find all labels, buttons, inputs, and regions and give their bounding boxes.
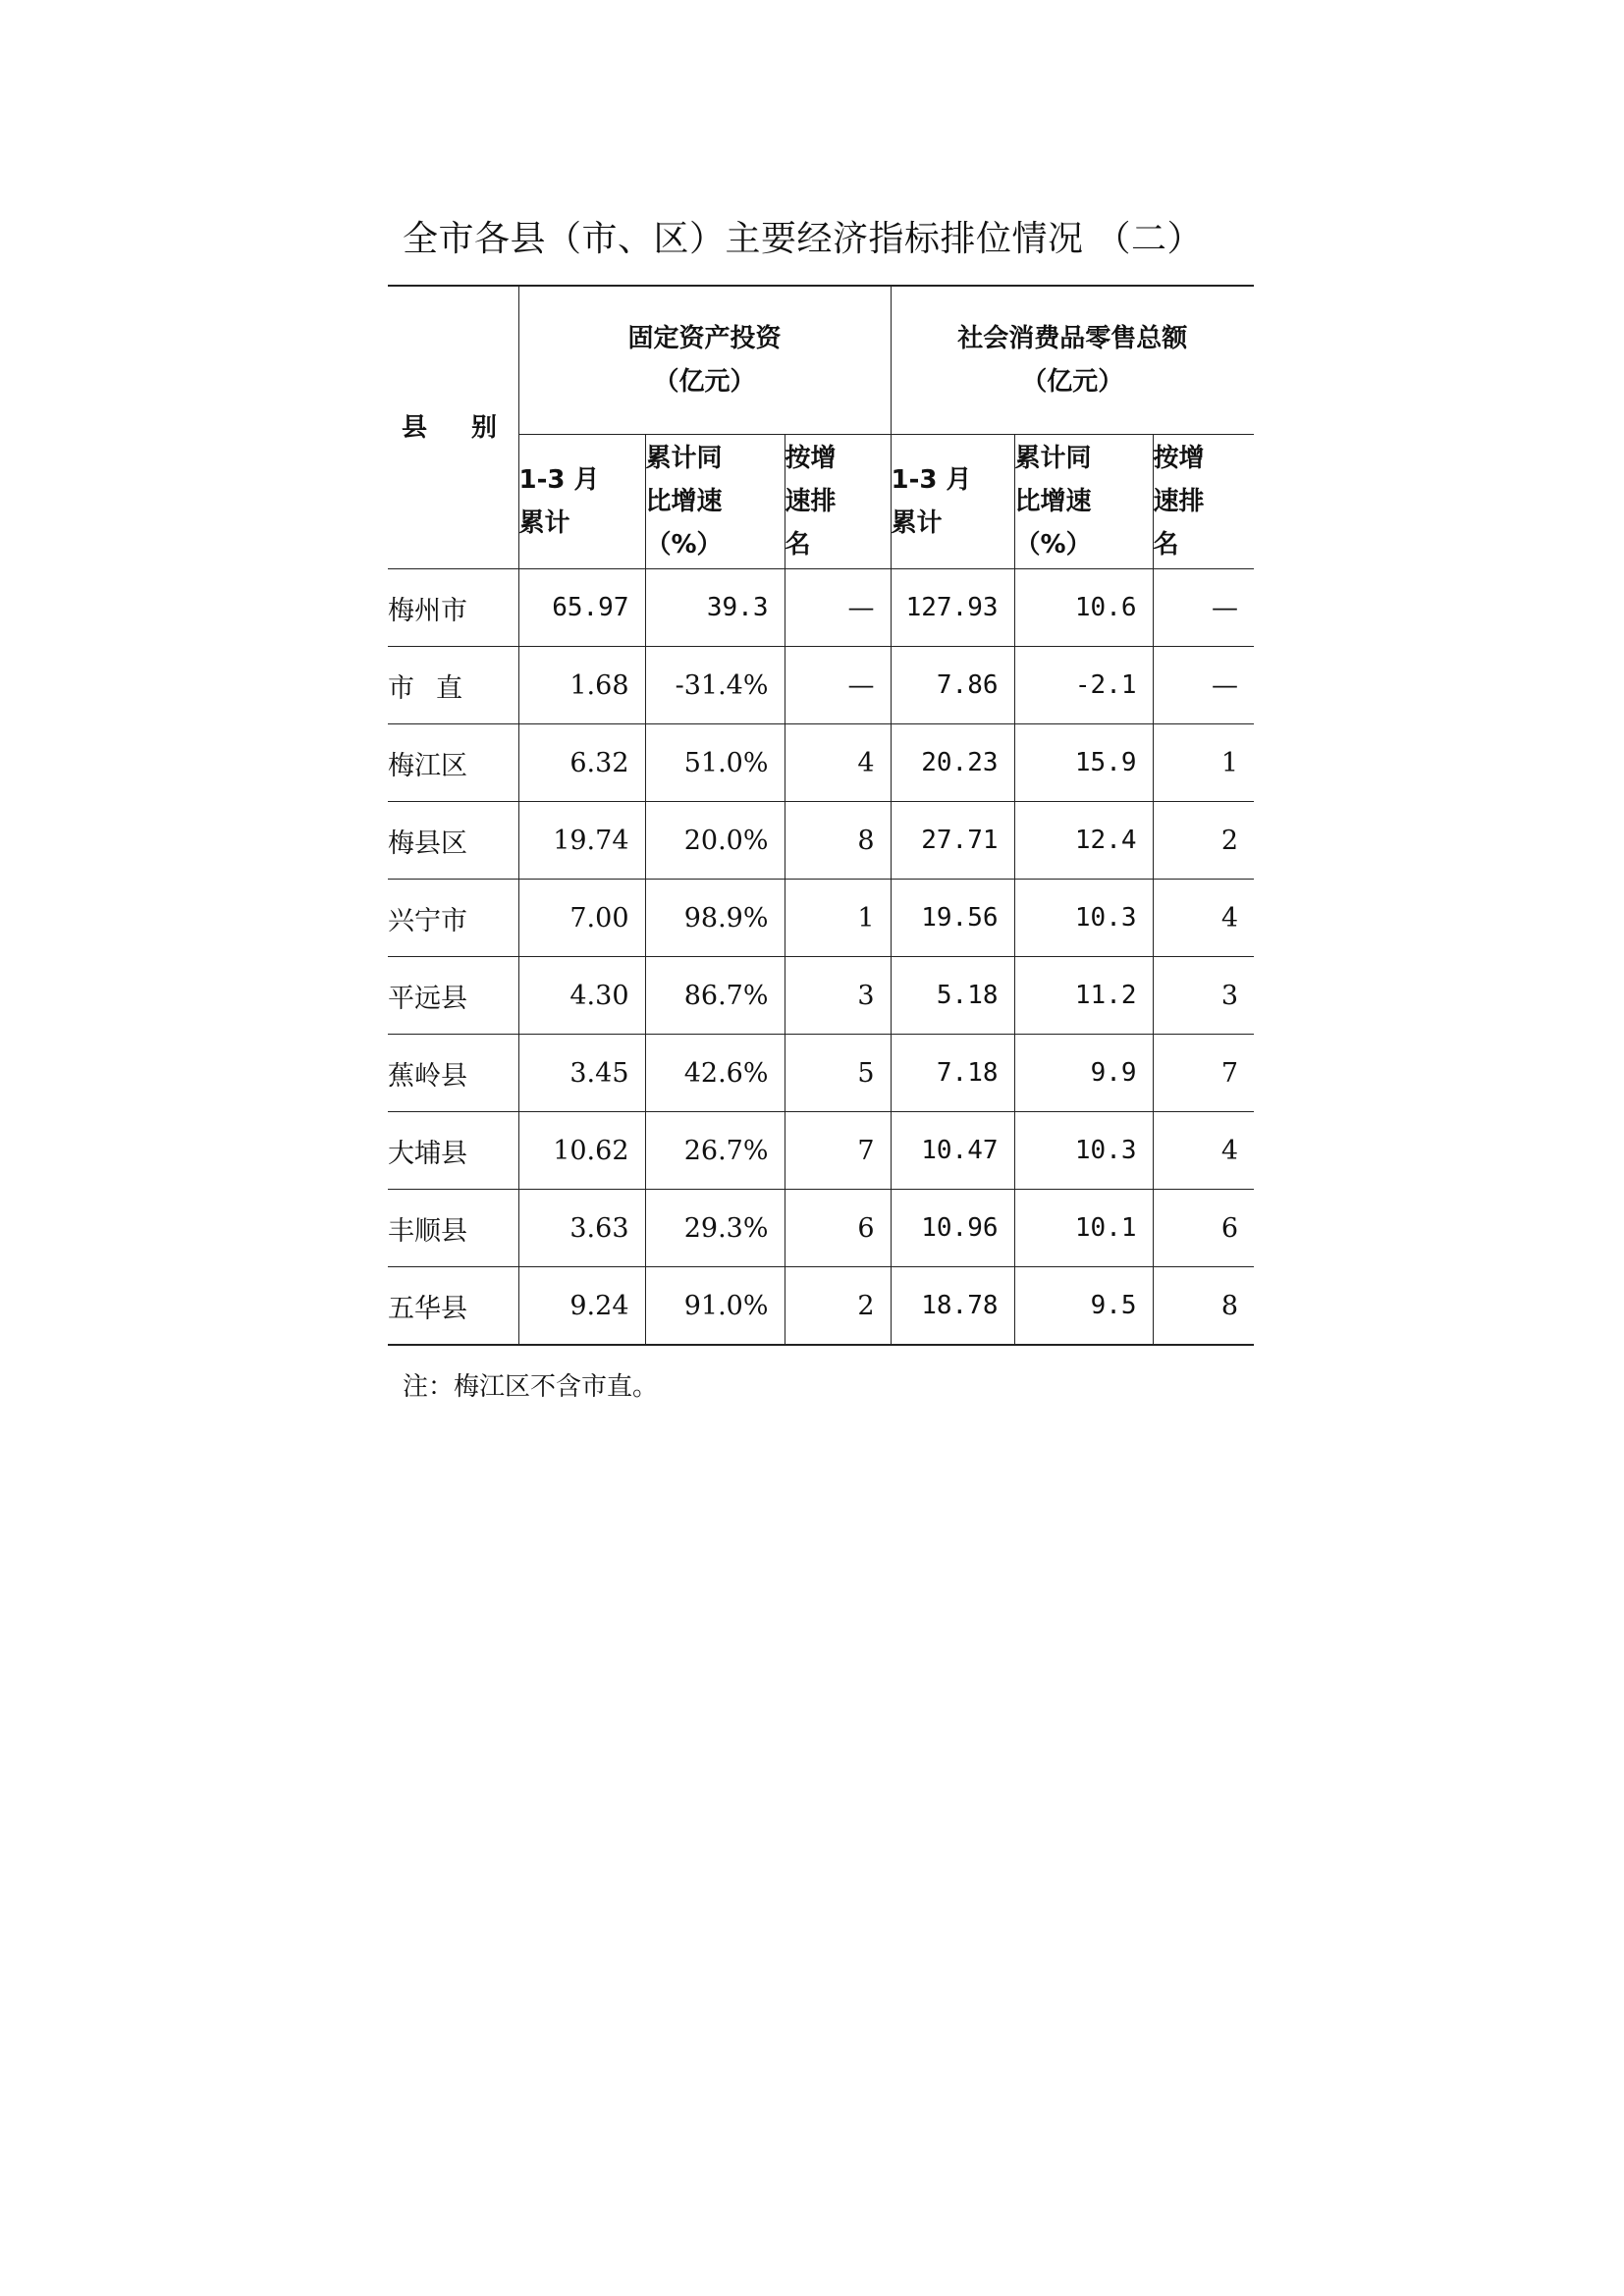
table-row <box>388 957 1254 1035</box>
fai-total: 9.24 <box>518 1267 645 1346</box>
group-unit: （亿元） <box>1021 367 1124 397</box>
fai-rank: 5 <box>785 1035 891 1112</box>
rs-rank-header: 按增 速排 名 <box>1153 435 1254 569</box>
retail-sales-header <box>891 286 1254 435</box>
fai-growth: 20.0% <box>645 802 785 880</box>
rs-total: 19.56 <box>891 880 1014 957</box>
rs-growth: 11.2 <box>1014 957 1153 1035</box>
rs-growth: 9.5 <box>1014 1267 1153 1346</box>
county-name: 大埔县 <box>388 1112 518 1190</box>
rs-total: 7.18 <box>891 1035 1014 1112</box>
rs-total: 5.18 <box>891 957 1014 1035</box>
rs-growth: 9.9 <box>1014 1035 1153 1112</box>
fai-rank: 1 <box>785 880 891 957</box>
rs-rank: — <box>1153 647 1254 724</box>
rs-growth: 10.1 <box>1014 1190 1153 1267</box>
table-row <box>388 880 1254 957</box>
page-title: 全市各县（市、区）主要经济指标排位情况 （二） <box>403 219 1203 259</box>
rs-rank: 8 <box>1153 1267 1254 1346</box>
fai-growth: 29.3% <box>645 1190 785 1267</box>
rs-rank: 7 <box>1153 1035 1254 1112</box>
rs-total-header: 1-3 月 累计 <box>891 435 1014 569</box>
fai-growth: 86.7% <box>645 957 785 1035</box>
group-title: 社会消费品零售总额 <box>957 324 1188 353</box>
table-subheader-row <box>388 435 1254 569</box>
table-row <box>388 1112 1254 1190</box>
fai-rank-header: 按增 速排 名 <box>785 435 891 569</box>
rs-rank: 4 <box>1153 880 1254 957</box>
table-row <box>388 647 1254 724</box>
fai-total: 6.32 <box>518 724 645 802</box>
fai-rank: 4 <box>785 724 891 802</box>
group-unit: （亿元） <box>653 367 756 397</box>
group-title: 固定资产投资 <box>627 324 782 353</box>
fai-growth-header: 累计同 比增速 （%） <box>645 435 785 569</box>
rs-growth: 10.3 <box>1014 1112 1153 1190</box>
rs-rank: 3 <box>1153 957 1254 1035</box>
rs-total: 20.23 <box>891 724 1014 802</box>
county-name: 平远县 <box>388 957 518 1035</box>
county-column-header: 县 别 <box>388 286 518 569</box>
fai-total: 3.63 <box>518 1190 645 1267</box>
rs-rank: — <box>1153 569 1254 647</box>
rs-total: 27.71 <box>891 802 1014 880</box>
fai-rank: 7 <box>785 1112 891 1190</box>
county-name: 蕉岭县 <box>388 1035 518 1112</box>
rs-total: 18.78 <box>891 1267 1014 1346</box>
fai-growth: 91.0% <box>645 1267 785 1346</box>
rs-rank: 4 <box>1153 1112 1254 1190</box>
fai-rank: — <box>785 569 891 647</box>
rs-rank: 1 <box>1153 724 1254 802</box>
table-row <box>388 1035 1254 1112</box>
rs-total: 127.93 <box>891 569 1014 647</box>
fai-total: 19.74 <box>518 802 645 880</box>
rs-rank: 6 <box>1153 1190 1254 1267</box>
county-name: 梅江区 <box>388 724 518 802</box>
rs-rank: 2 <box>1153 802 1254 880</box>
rs-growth: 10.3 <box>1014 880 1153 957</box>
county-name: 五华县 <box>388 1267 518 1346</box>
rs-total: 10.47 <box>891 1112 1014 1190</box>
fai-growth: 39.3 <box>645 569 785 647</box>
county-name: 兴宁市 <box>388 880 518 957</box>
rs-growth: -2.1 <box>1014 647 1153 724</box>
county-name: 市直 <box>388 647 518 724</box>
rs-growth-header: 累计同 比增速 （%） <box>1014 435 1153 569</box>
fai-rank: 8 <box>785 802 891 880</box>
fai-growth: 51.0% <box>645 724 785 802</box>
table-row <box>388 724 1254 802</box>
fai-total: 3.45 <box>518 1035 645 1112</box>
rs-growth: 15.9 <box>1014 724 1153 802</box>
footnote: 注：梅江区不含市直。 <box>403 1372 659 1402</box>
table-row <box>388 802 1254 880</box>
fai-total: 4.30 <box>518 957 645 1035</box>
fai-growth: 26.7% <box>645 1112 785 1190</box>
table-row <box>388 1267 1254 1346</box>
county-name: 梅州市 <box>388 569 518 647</box>
table-header-row <box>388 286 1254 435</box>
rs-growth: 12.4 <box>1014 802 1153 880</box>
fai-growth: 42.6% <box>645 1035 785 1112</box>
rs-total: 7.86 <box>891 647 1014 724</box>
fixed-asset-investment-header <box>518 286 891 435</box>
fai-total: 7.00 <box>518 880 645 957</box>
fai-total: 1.68 <box>518 647 645 724</box>
county-name: 丰顺县 <box>388 1190 518 1267</box>
fai-total: 10.62 <box>518 1112 645 1190</box>
fai-rank: — <box>785 647 891 724</box>
indicator-table <box>388 285 1254 1346</box>
table-row <box>388 1190 1254 1267</box>
rs-growth: 10.6 <box>1014 569 1153 647</box>
table-row <box>388 569 1254 647</box>
fai-rank: 2 <box>785 1267 891 1346</box>
fai-total: 65.97 <box>518 569 645 647</box>
fai-growth: -31.4% <box>645 647 785 724</box>
county-name: 梅县区 <box>388 802 518 880</box>
fai-rank: 3 <box>785 957 891 1035</box>
fai-total-header: 1-3 月 累计 <box>518 435 645 569</box>
fai-growth: 98.9% <box>645 880 785 957</box>
fai-rank: 6 <box>785 1190 891 1267</box>
rs-total: 10.96 <box>891 1190 1014 1267</box>
